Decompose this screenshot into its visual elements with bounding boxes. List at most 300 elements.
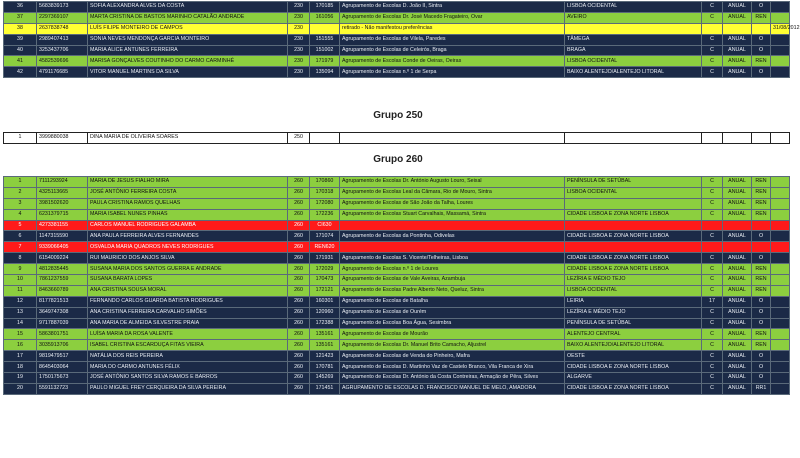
cell-region: ALENTEJO CENTRAL [565, 329, 702, 340]
table-row [4, 67, 790, 78]
cell-region: LEZÍRIA E MÉDIO TEJO [565, 307, 702, 318]
cell-region: CIDADE LISBOA E ZONA NORTE LISBOA [565, 209, 702, 220]
cell-region: BAIXO ALENTEJO/ALENTEJO LITORAL [565, 67, 702, 78]
cell-region: CIDADE LISBOA E ZONA NORTE LISBOA [565, 253, 702, 264]
cell-school-code: 171931 [310, 253, 340, 264]
table-row [4, 362, 790, 373]
cell-group-code: 260 [288, 264, 310, 275]
cell-contract-type: ANUAL [723, 45, 752, 56]
cell-contract-flag [702, 133, 723, 144]
cell-candidate-name: RUI MAURICIO DOS ANJOS SILVA [88, 253, 288, 264]
cell-candidate-id: 5863801751 [37, 329, 88, 340]
cell-region: LEIRIA [565, 296, 702, 307]
cell-candidate-name: ANA CRISTINA FERREIRA CARVALHO SIMÕES [88, 307, 288, 318]
cell-school-code: 135161 [310, 329, 340, 340]
cell-status: REN [752, 329, 771, 340]
cell-school-code: 151555 [310, 34, 340, 45]
cell-contract-type: ANUAL [723, 373, 752, 384]
cell-group-code: 260 [288, 296, 310, 307]
cell-date [771, 383, 790, 394]
cell-status: O [752, 373, 771, 384]
cell-group-code: 260 [288, 220, 310, 231]
cell-candidate-name: JOSÉ ANTÓNIO FERREIRA COSTA [88, 187, 288, 198]
cell-candidate-id: 5591132723 [37, 383, 88, 394]
cell-region: LISBOA OCIDENTAL [565, 56, 702, 67]
cell-candidate-id: 2637838748 [37, 23, 88, 34]
cell-status: REN [752, 264, 771, 275]
cell-region: OESTE [565, 351, 702, 362]
cell-order-number: 15 [4, 329, 37, 340]
cell-candidate-name: SUSANA MARIA DOS SANTOS GUERRA E ANDRADE [88, 264, 288, 275]
cell-date [771, 340, 790, 351]
cell-group-code: 260 [288, 275, 310, 286]
cell-order-number: 42 [4, 67, 37, 78]
placement-table-group-230 [3, 1, 800, 78]
cell-contract-flag: C [702, 231, 723, 242]
cell-school-name: Agrupamento de Escolas Leal da Câmara, Rio de Mouro, Sintra [340, 187, 565, 198]
cell-date [771, 307, 790, 318]
cell-contract-flag: C [702, 362, 723, 373]
cell-status: O [752, 253, 771, 264]
group-260-title: Grupo 260 [373, 154, 423, 165]
cell-date [771, 351, 790, 362]
cell-candidate-name: ANA MARIA DE ALMEIDA SILVESTRE PRAIA [88, 318, 288, 329]
cell-status: REN [752, 198, 771, 209]
cell-school-code: 172236 [310, 209, 340, 220]
cell-group-code: 260 [288, 285, 310, 296]
cell-region: ALGARVE [565, 373, 702, 384]
cell-contract-type: ANUAL [723, 12, 752, 23]
cell-group-code: 260 [288, 318, 310, 329]
cell-school-code: CI630 [310, 220, 340, 231]
cell-contract-type [723, 23, 752, 34]
cell-region: BRAGA [565, 45, 702, 56]
table-row [4, 133, 790, 144]
cell-group-code: 230 [288, 67, 310, 78]
cell-school-name: Agrupamento de Escolas D. João II, Sintra [340, 2, 565, 13]
cell-candidate-name: MARTA CRISTINA DE BASTOS MARINHO CATALÃO ANDRADE [88, 12, 288, 23]
cell-status: REN [752, 285, 771, 296]
cell-contract-type: ANUAL [723, 318, 752, 329]
cell-school-code: 172121 [310, 285, 340, 296]
cell-order-number: 7 [4, 242, 37, 253]
cell-date [771, 209, 790, 220]
cell-contract-flag: C [702, 253, 723, 264]
cell-contract-type: ANUAL [723, 56, 752, 67]
cell-candidate-id: 9339066405 [37, 242, 88, 253]
cell-candidate-id: 2989407413 [37, 34, 88, 45]
cell-contract-type: ANUAL [723, 67, 752, 78]
table-row [4, 383, 790, 394]
cell-order-number: 9 [4, 264, 37, 275]
cell-contract-flag: C [702, 2, 723, 13]
table-row [4, 242, 790, 253]
table-row [4, 307, 790, 318]
cell-order-number: 38 [4, 23, 37, 34]
cell-contract-type: ANUAL [723, 351, 752, 362]
cell-school-name: Agrupamento de Escolas D. Martinho Vaz de Castelo Branco, Vila Franca de Xira [340, 362, 565, 373]
cell-region: CIDADE LISBOA E ZONA NORTE LISBOA [565, 231, 702, 242]
cell-school-name: Agrupamento de Escolas de São João da Talha, Loures [340, 198, 565, 209]
cell-date [771, 264, 790, 275]
cell-candidate-name: NATÁLIA DOS REIS PEREIRA [88, 351, 288, 362]
cell-school-name: retirado - Não manifestou preferências [340, 23, 565, 34]
cell-candidate-name: SUSANA BARATA LOPES [88, 275, 288, 286]
cell-contract-flag: C [702, 329, 723, 340]
cell-school-name: Agrupamento de Escolas n.º 1 de Loures [340, 264, 565, 275]
cell-status: REN [752, 187, 771, 198]
cell-status: REN [752, 12, 771, 23]
cell-candidate-name: ISABEL CRISTINA ESCARDUÇA FITAS VIEIRA [88, 340, 288, 351]
cell-contract-flag: C [702, 34, 723, 45]
cell-date [771, 133, 790, 144]
cell-contract-type: ANUAL [723, 231, 752, 242]
cell-candidate-name: SOFIA ALEXANDRA ALVES DA COSTA [88, 2, 288, 13]
cell-contract-type: ANUAL [723, 340, 752, 351]
cell-school-name: Agrupamento de Escolas Stuart Carvalhais, Massamá, Sintra [340, 209, 565, 220]
cell-contract-flag: C [702, 383, 723, 394]
cell-order-number: 40 [4, 45, 37, 56]
cell-school-code: 120960 [310, 307, 340, 318]
cell-candidate-id: 3981502620 [37, 198, 88, 209]
cell-school-name: Agrupamento de Escolas de Mourão [340, 329, 565, 340]
cell-date [771, 56, 790, 67]
cell-school-name: Agrupamento de Escolas de Vale Aveiras, Azambuja [340, 275, 565, 286]
cell-school-code: 172029 [310, 264, 340, 275]
cell-candidate-name: VITOR MANUEL MARTINS DA SILVA [88, 67, 288, 78]
cell-school-code: 171451 [310, 383, 340, 394]
cell-order-number: 39 [4, 34, 37, 45]
cell-candidate-id: 2297369107 [37, 12, 88, 23]
cell-school-code [310, 133, 340, 144]
cell-contract-flag: C [702, 67, 723, 78]
cell-candidate-id: 4791176685 [37, 67, 88, 78]
cell-contract-type: ANUAL [723, 383, 752, 394]
cell-region [565, 133, 702, 144]
cell-group-code: 230 [288, 45, 310, 56]
cell-group-code: 260 [288, 351, 310, 362]
cell-date [771, 373, 790, 384]
cell-candidate-name: FERNANDO CARLOS GUARDA BATISTA RODRIGUES [88, 296, 288, 307]
cell-candidate-id: 3649747308 [37, 307, 88, 318]
cell-contract-type: ANUAL [723, 253, 752, 264]
cell-order-number: 41 [4, 56, 37, 67]
cell-order-number: 8 [4, 253, 37, 264]
cell-group-code: 260 [288, 177, 310, 188]
cell-school-name [340, 242, 565, 253]
cell-contract-type: ANUAL [723, 198, 752, 209]
cell-status [752, 133, 771, 144]
cell-school-code: 121423 [310, 351, 340, 362]
cell-contract-type: ANUAL [723, 209, 752, 220]
cell-contract-flag: C [702, 198, 723, 209]
cell-date [771, 198, 790, 209]
table-row [4, 209, 790, 220]
cell-status: O [752, 318, 771, 329]
table-row [4, 285, 790, 296]
cell-school-code: 145269 [310, 373, 340, 384]
cell-group-code: 260 [288, 242, 310, 253]
cell-group-code: 260 [288, 362, 310, 373]
cell-candidate-id: 1750175673 [37, 373, 88, 384]
cell-group-code: 260 [288, 187, 310, 198]
cell-status [752, 242, 771, 253]
cell-contract-flag: C [702, 12, 723, 23]
cell-date [771, 12, 790, 23]
cell-contract-flag [702, 220, 723, 231]
table-row [4, 198, 790, 209]
cell-contract-flag: C [702, 275, 723, 286]
cell-date [771, 362, 790, 373]
cell-contract-type: ANUAL [723, 187, 752, 198]
cell-school-name: Agrupamento de Escolas Dr. António da Costa Contreiras, Armação de Pêra, Silves [340, 373, 565, 384]
cell-date [771, 285, 790, 296]
cell-date [771, 275, 790, 286]
cell-status: RR1 [752, 383, 771, 394]
cell-school-code: 135161 [310, 340, 340, 351]
cell-school-code: 170318 [310, 187, 340, 198]
cell-contract-type [723, 220, 752, 231]
cell-candidate-id: 8177821513 [37, 296, 88, 307]
cell-contract-flag: C [702, 177, 723, 188]
cell-candidate-id: 3035913706 [37, 340, 88, 351]
cell-candidate-name: MARIA DO CARMO ANTUNES FÉLIX [88, 362, 288, 373]
cell-school-name: Agrupamento de Escolas de Batalha [340, 296, 565, 307]
cell-school-code: 170185 [310, 2, 340, 13]
cell-school-name: Agrupamento de Escolas Conde de Oeiras, Oeiras [340, 56, 565, 67]
cell-group-code: 260 [288, 383, 310, 394]
cell-candidate-name: MARISA GONÇALVES COUTINHO DO CARMO CARMINHÉ [88, 56, 288, 67]
cell-school-code: 170781 [310, 362, 340, 373]
cell-candidate-id: 6154009224 [37, 253, 88, 264]
cell-status: O [752, 231, 771, 242]
table-row [4, 177, 790, 188]
cell-school-name: Agrupamento de Escolas de Celeirós, Braga [340, 45, 565, 56]
cell-contract-flag: C [702, 307, 723, 318]
cell-order-number: 11 [4, 285, 37, 296]
cell-region: CIDADE LISBOA E ZONA NORTE LISBOA [565, 362, 702, 373]
cell-candidate-name: ANA CRISTINA SOUSA MORAL [88, 285, 288, 296]
cell-order-number: 4 [4, 209, 37, 220]
cell-contract-flag: C [702, 318, 723, 329]
cell-order-number: 36 [4, 2, 37, 13]
cell-candidate-id: 7111293924 [37, 177, 88, 188]
cell-candidate-id: 8463660789 [37, 285, 88, 296]
cell-status: O [752, 296, 771, 307]
cell-status: REN [752, 177, 771, 188]
cell-region [565, 242, 702, 253]
cell-region: PENÍNSULA DE SETÚBAL [565, 318, 702, 329]
cell-contract-type: ANUAL [723, 329, 752, 340]
cell-contract-flag: C [702, 340, 723, 351]
table-row [4, 275, 790, 286]
table-row [4, 351, 790, 362]
cell-school-code: 172388 [310, 318, 340, 329]
cell-order-number: 6 [4, 231, 37, 242]
cell-school-code: 170473 [310, 275, 340, 286]
cell-date [771, 2, 790, 13]
cell-candidate-name: OSVALDA MARIA QUADROS NEVES RODRIGUES [88, 242, 288, 253]
table-row [4, 373, 790, 384]
cell-region: LISBOA OCIDENTAL [565, 187, 702, 198]
cell-status: O [752, 67, 771, 78]
cell-status: REN [752, 209, 771, 220]
cell-school-name: Agrupamento de Escolas Dr. António Augusto Louro, Seixal [340, 177, 565, 188]
cell-contract-flag: C [702, 45, 723, 56]
cell-candidate-id: 4325113665 [37, 187, 88, 198]
cell-group-code: 260 [288, 231, 310, 242]
cell-order-number: 3 [4, 198, 37, 209]
cell-candidate-name: JOSÉ ANTÓNIO SANTOS SILVA RAMOS E BARROS [88, 373, 288, 384]
cell-date [771, 34, 790, 45]
cell-order-number: 10 [4, 275, 37, 286]
cell-date [771, 231, 790, 242]
cell-status [752, 23, 771, 34]
cell-candidate-id: 5683839173 [37, 2, 88, 13]
cell-school-name: Agrupamento de Escolas de Venda do Pinheiro, Mafra [340, 351, 565, 362]
cell-school-name: Agrupamento de Escolas Boa Água, Sesimbra [340, 318, 565, 329]
cell-candidate-id: 3253437706 [37, 45, 88, 56]
cell-date [771, 177, 790, 188]
cell-candidate-id: 4812835445 [37, 264, 88, 275]
cell-contract-flag: C [702, 187, 723, 198]
placement-table-group-250 [3, 132, 790, 144]
cell-region: AVEIRO [565, 12, 702, 23]
cell-status: REN [752, 340, 771, 351]
cell-region [565, 23, 702, 34]
cell-order-number: 17 [4, 351, 37, 362]
cell-candidate-name: DINA MARIA DE OLIVEIRA SOARES [88, 133, 288, 144]
cell-contract-type [723, 133, 752, 144]
cell-date [771, 296, 790, 307]
cell-group-code: 260 [288, 307, 310, 318]
cell-order-number: 13 [4, 307, 37, 318]
cell-school-code: 160301 [310, 296, 340, 307]
cell-school-name: Agrupamento de Escolas Padre Alberto Neto, Queluz, Sintra [340, 285, 565, 296]
cell-group-code: 260 [288, 209, 310, 220]
cell-region: LISBOA OCIDENTAL [565, 285, 702, 296]
cell-contract-type: ANUAL [723, 34, 752, 45]
cell-group-code: 230 [288, 34, 310, 45]
cell-region: CIDADE LISBOA E ZONA NORTE LISBOA [565, 264, 702, 275]
cell-status: O [752, 34, 771, 45]
cell-status: REN [752, 56, 771, 67]
cell-candidate-name: SONIA NEVES MENDONÇA GARCIA MONTEIRO [88, 34, 288, 45]
cell-date [771, 67, 790, 78]
table-row [4, 318, 790, 329]
cell-school-name: Agrupamento de Escolas n.º 1 de Serpa [340, 67, 565, 78]
cell-contract-flag: C [702, 351, 723, 362]
cell-group-code: 230 [288, 2, 310, 13]
cell-contract-type: ANUAL [723, 362, 752, 373]
cell-group-code: 260 [288, 340, 310, 351]
cell-candidate-id: 7861237559 [37, 275, 88, 286]
table-row [4, 340, 790, 351]
table-row [4, 329, 790, 340]
table-row [4, 23, 790, 34]
cell-school-code: 171979 [310, 56, 340, 67]
cell-candidate-name: CARLOS MANUEL RODRIGUES GALAMBA [88, 220, 288, 231]
cell-date [771, 253, 790, 264]
table-row [4, 12, 790, 23]
cell-order-number: 37 [4, 12, 37, 23]
cell-group-code: 230 [288, 12, 310, 23]
cell-date [771, 242, 790, 253]
cell-school-code: 170860 [310, 177, 340, 188]
table-row [4, 34, 790, 45]
cell-group-code: 260 [288, 373, 310, 384]
cell-school-name: Agrupamento de Escolas de Vilela, Paredes [340, 34, 565, 45]
cell-school-code: 171074 [310, 231, 340, 242]
cell-status: REN [752, 275, 771, 286]
cell-school-name: Agrupamento de Escolas Dr. José Macedo Fragateiro, Ovar [340, 12, 565, 23]
cell-order-number: 14 [4, 318, 37, 329]
table-row [4, 220, 790, 231]
cell-school-name: Agrupamento de Escolas da Pontinha, Odivelas [340, 231, 565, 242]
cell-group-code: 260 [288, 198, 310, 209]
table-row [4, 231, 790, 242]
cell-region: BAIXO ALENTEJO/ALENTEJO LITORAL [565, 340, 702, 351]
cell-candidate-name: MARIA ISABEL NUNES PINHAS [88, 209, 288, 220]
cell-order-number: 20 [4, 383, 37, 394]
cell-school-name [340, 220, 565, 231]
cell-school-code: REN620 [310, 242, 340, 253]
cell-school-code [310, 23, 340, 34]
cell-candidate-name: ANA PAULA FERREIRA ALVES FERNANDES [88, 231, 288, 242]
cell-region: LISBOA OCIDENTAL [565, 2, 702, 13]
table-row [4, 2, 790, 13]
cell-contract-flag [702, 23, 723, 34]
cell-candidate-id: 1147315590 [37, 231, 88, 242]
cell-candidate-name: MARIA DE JESUS FIALHO MIRA [88, 177, 288, 188]
cell-contract-type: ANUAL [723, 275, 752, 286]
cell-contract-flag: C [702, 209, 723, 220]
cell-contract-flag: 17 [702, 296, 723, 307]
cell-order-number: 1 [4, 133, 37, 144]
table-row [4, 187, 790, 198]
cell-order-number: 19 [4, 373, 37, 384]
cell-status: O [752, 307, 771, 318]
cell-group-code: 250 [288, 133, 310, 144]
cell-candidate-name: LUÍSA MARIA DA ROSA VALENTE [88, 329, 288, 340]
table-row [4, 296, 790, 307]
cell-candidate-name: MARIA ALICE ANTUNES FERREIRA [88, 45, 288, 56]
cell-region [565, 220, 702, 231]
cell-school-name: Agrupamento de Escolas S. Vicente/Telheiras, Lisboa [340, 253, 565, 264]
cell-candidate-id: 4273381155 [37, 220, 88, 231]
table-row [4, 264, 790, 275]
cell-contract-type: ANUAL [723, 296, 752, 307]
cell-group-code: 230 [288, 56, 310, 67]
cell-status: O [752, 362, 771, 373]
cell-school-code: 151002 [310, 45, 340, 56]
cell-group-code: 260 [288, 329, 310, 340]
cell-region: TÂMEGA [565, 34, 702, 45]
placement-table-group-260 [3, 176, 790, 395]
cell-date [771, 187, 790, 198]
cell-contract-type: ANUAL [723, 285, 752, 296]
cell-region: PENÍNSULA DE SETÚBAL [565, 177, 702, 188]
table-row [4, 45, 790, 56]
cell-region: LEZÍRIA E MÉDIO TEJO [565, 275, 702, 286]
cell-contract-type: ANUAL [723, 307, 752, 318]
cell-candidate-id: 4582539696 [37, 56, 88, 67]
cell-date [771, 220, 790, 231]
cell-contract-type: ANUAL [723, 264, 752, 275]
cell-contract-flag: C [702, 264, 723, 275]
cell-candidate-name: PAULO MIGUEL FREY CERQUEIRA DA SILVA PEREIRA [88, 383, 288, 394]
cell-order-number: 1 [4, 177, 37, 188]
